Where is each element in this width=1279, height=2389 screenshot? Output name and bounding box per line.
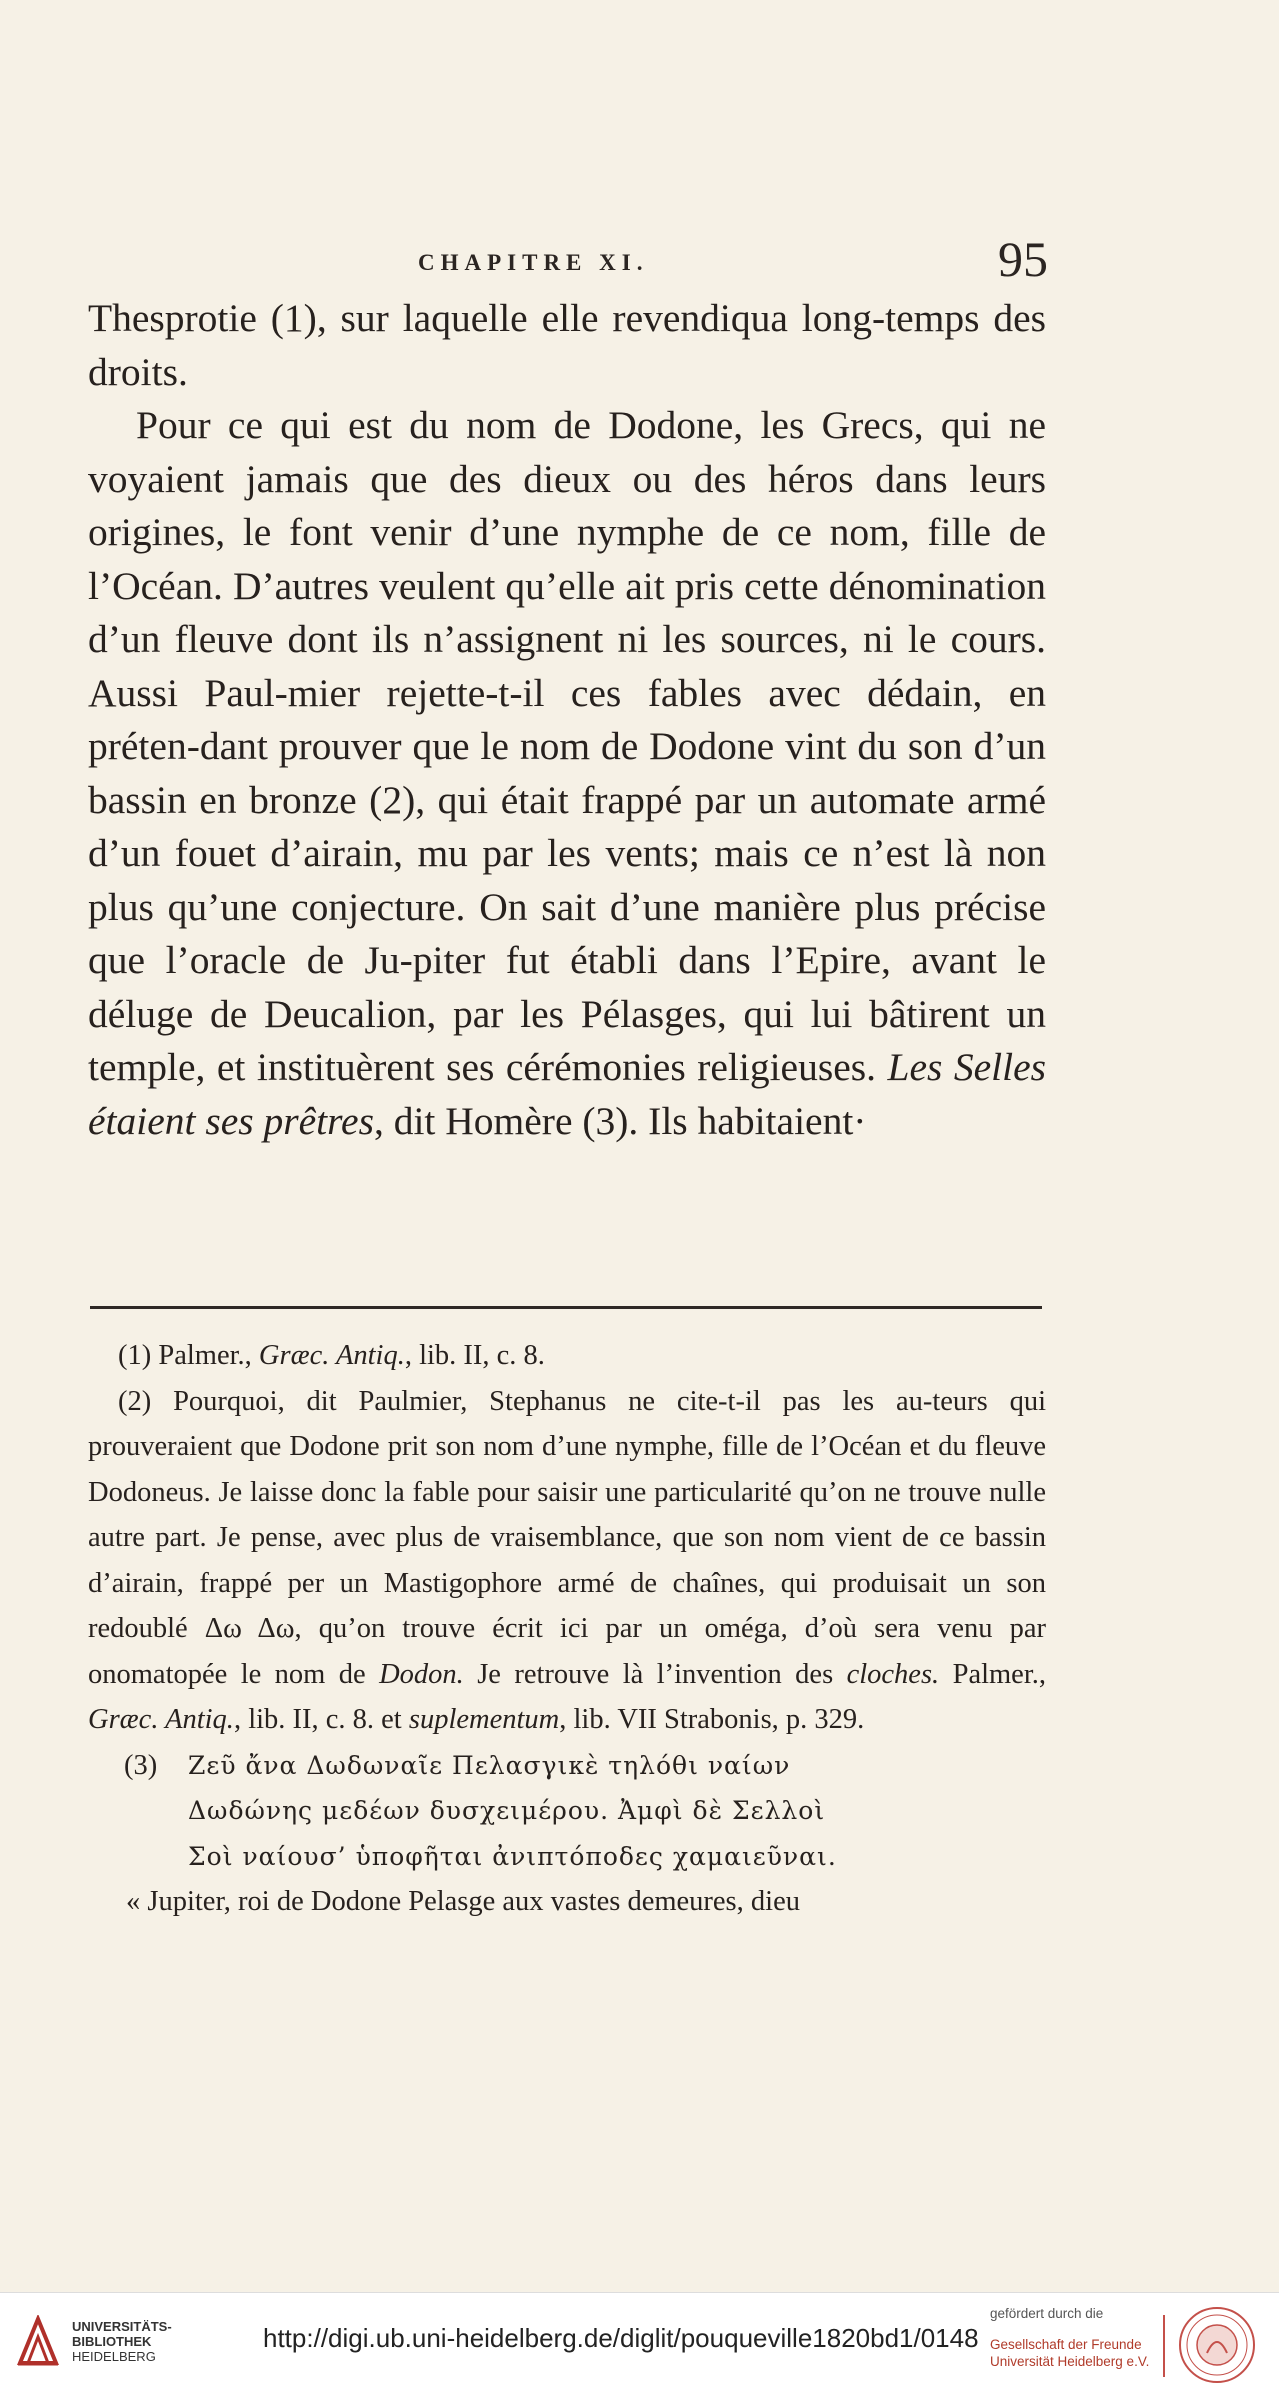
sponsor-intro: gefördert durch die xyxy=(990,2306,1104,2321)
paragraph-2 xyxy=(88,399,1046,1148)
library-name xyxy=(72,2319,172,2364)
sponsor-name: Universität Heidelberg e.V. xyxy=(990,2354,1150,2369)
viewer-footer xyxy=(0,2292,1279,2389)
greek-line: Σοὶ ναίουσ’ ὑποφῆται ἀνιπτόποδες χαμαιεῦναι. xyxy=(188,1841,837,1871)
sponsor-name: Gesellschaft der Freunde xyxy=(990,2337,1142,2352)
footnote-2-suplementum: suplementum xyxy=(408,1704,560,1735)
footnote-3 xyxy=(88,1743,1046,1880)
italic-quote: Les Selles étaient ses prêtres xyxy=(88,1045,1047,1143)
footnote-2-text-d: , lib. II, c. 8. et xyxy=(233,1704,409,1735)
footnote-2-text: (2) Pourquoi, dit Paulmier, Stephanus ne cite-t-il pas les au-teurs qui prouveraient que Dodone prit son nom d’une nymphe, fille de l’Océan et du fleuve Dodoneus. Je laisse donc la fable pour saisir une particularité qu’on ne trouve nulle autre part. Je pense, avec plus de vraisemblance, que son nom vient de ce bassin d’airain, frappé per un Mastigophore armé de chaînes, qui produisait un son redoublé Δω Δω, qu’on trouve écrit ici par un oméga, d’où sera venu par onomatopée le nom de xyxy=(88,1385,1046,1690)
permalink-url[interactable]: http://digi.ub.uni-heidelberg.de/diglit/pouqueville1820bd1/0148 xyxy=(263,2323,979,2353)
footnote-1 xyxy=(88,1333,1046,1379)
footnote-3-number: (3) xyxy=(124,1749,158,1781)
library-name-line: BIBLIOTHEK xyxy=(72,2334,152,2349)
university-seal-icon xyxy=(1177,2305,1257,2385)
footnote-1-text: (1) Palmer., xyxy=(118,1340,259,1371)
greek-verse xyxy=(188,1743,1046,1880)
body-text xyxy=(88,292,1046,1148)
footnote-separator xyxy=(90,1306,1042,1309)
footnote-2-dodon: Dodon. xyxy=(379,1658,464,1690)
footnote-3-translation: « Jupiter, roi de Dodone Pelasge aux vastes demeures, dieu xyxy=(126,1886,800,1917)
greek-line: Ζεῦ ἄνα Δωδωναῖε Πελασγικὲ τηλόθι ναίων xyxy=(188,1750,791,1780)
library-name-line: UNIVERSITÄTS- xyxy=(72,2319,172,2334)
footnote-2-text-c: Palmer., xyxy=(939,1658,1047,1690)
sponsor-divider xyxy=(1163,2315,1165,2377)
footnote-1-title: Græc. Antiq. xyxy=(258,1340,405,1371)
paragraph-2-text: Pour ce qui est du nom de Dodone, les Grecs, qui ne voyaient jamais que des dieux ou des héros dans leurs origines, le font venir d’une nymphe de ce nom, fille de l’Océan. D’autres veulent qu’elle ait pris cette dénomination d’un fleuve dont ils n’assignent ni les sources, ni le cours. Aussi Paul-mier rejette-t-il ces fables avec dédain, en préten-dant prouver que le nom de Dodone vint du son d’un bassin en bronze (2), qui était frappé par un automate armé d’un fouet d’airain, mu par les vents; mais ce n’est là non plus qu’une conjecture. On sait d’une manière plus précise que l’oracle de Ju-piter fut établi dans l’Epire, avant le déluge de Deucalion, par les Pélasges, qui lui bâtirent un temple, et instituèrent ses cérémonies religieuses. xyxy=(88,403,1046,1089)
footnote-2-cloches: cloches. xyxy=(846,1658,940,1690)
page-number: 95 xyxy=(998,231,1048,287)
greek-line: Δωδώνης μεδέων δυσχειμέρου. Ἀμφὶ δὲ Σελλοὶ xyxy=(188,1796,826,1825)
footnotes xyxy=(88,1333,1046,1925)
library-name-line: HEIDELBERG xyxy=(72,2349,156,2364)
sponsor-note xyxy=(990,2305,1149,2370)
running-title: CHAPITRE XI. xyxy=(418,250,649,275)
page-header xyxy=(88,230,1048,290)
footnote-2-text-e: , lib. VII Strabonis, p. 329. xyxy=(559,1704,865,1735)
footnote-2-text-b: Je retrouve là l’invention des xyxy=(463,1658,847,1690)
footnote-2-title: Græc. Antiq. xyxy=(88,1704,234,1735)
footnote-2 xyxy=(88,1379,1046,1743)
footnote-1-ref: , lib. II, c. 8. xyxy=(404,1340,545,1371)
university-library-logo-icon xyxy=(16,2315,60,2367)
paragraph-1: Thesprotie (1), sur laquelle elle revendiqua long-temps des droits. xyxy=(88,296,1046,394)
paragraph-2-end: , dit Homère (3). Ils habitaient· xyxy=(373,1098,867,1143)
